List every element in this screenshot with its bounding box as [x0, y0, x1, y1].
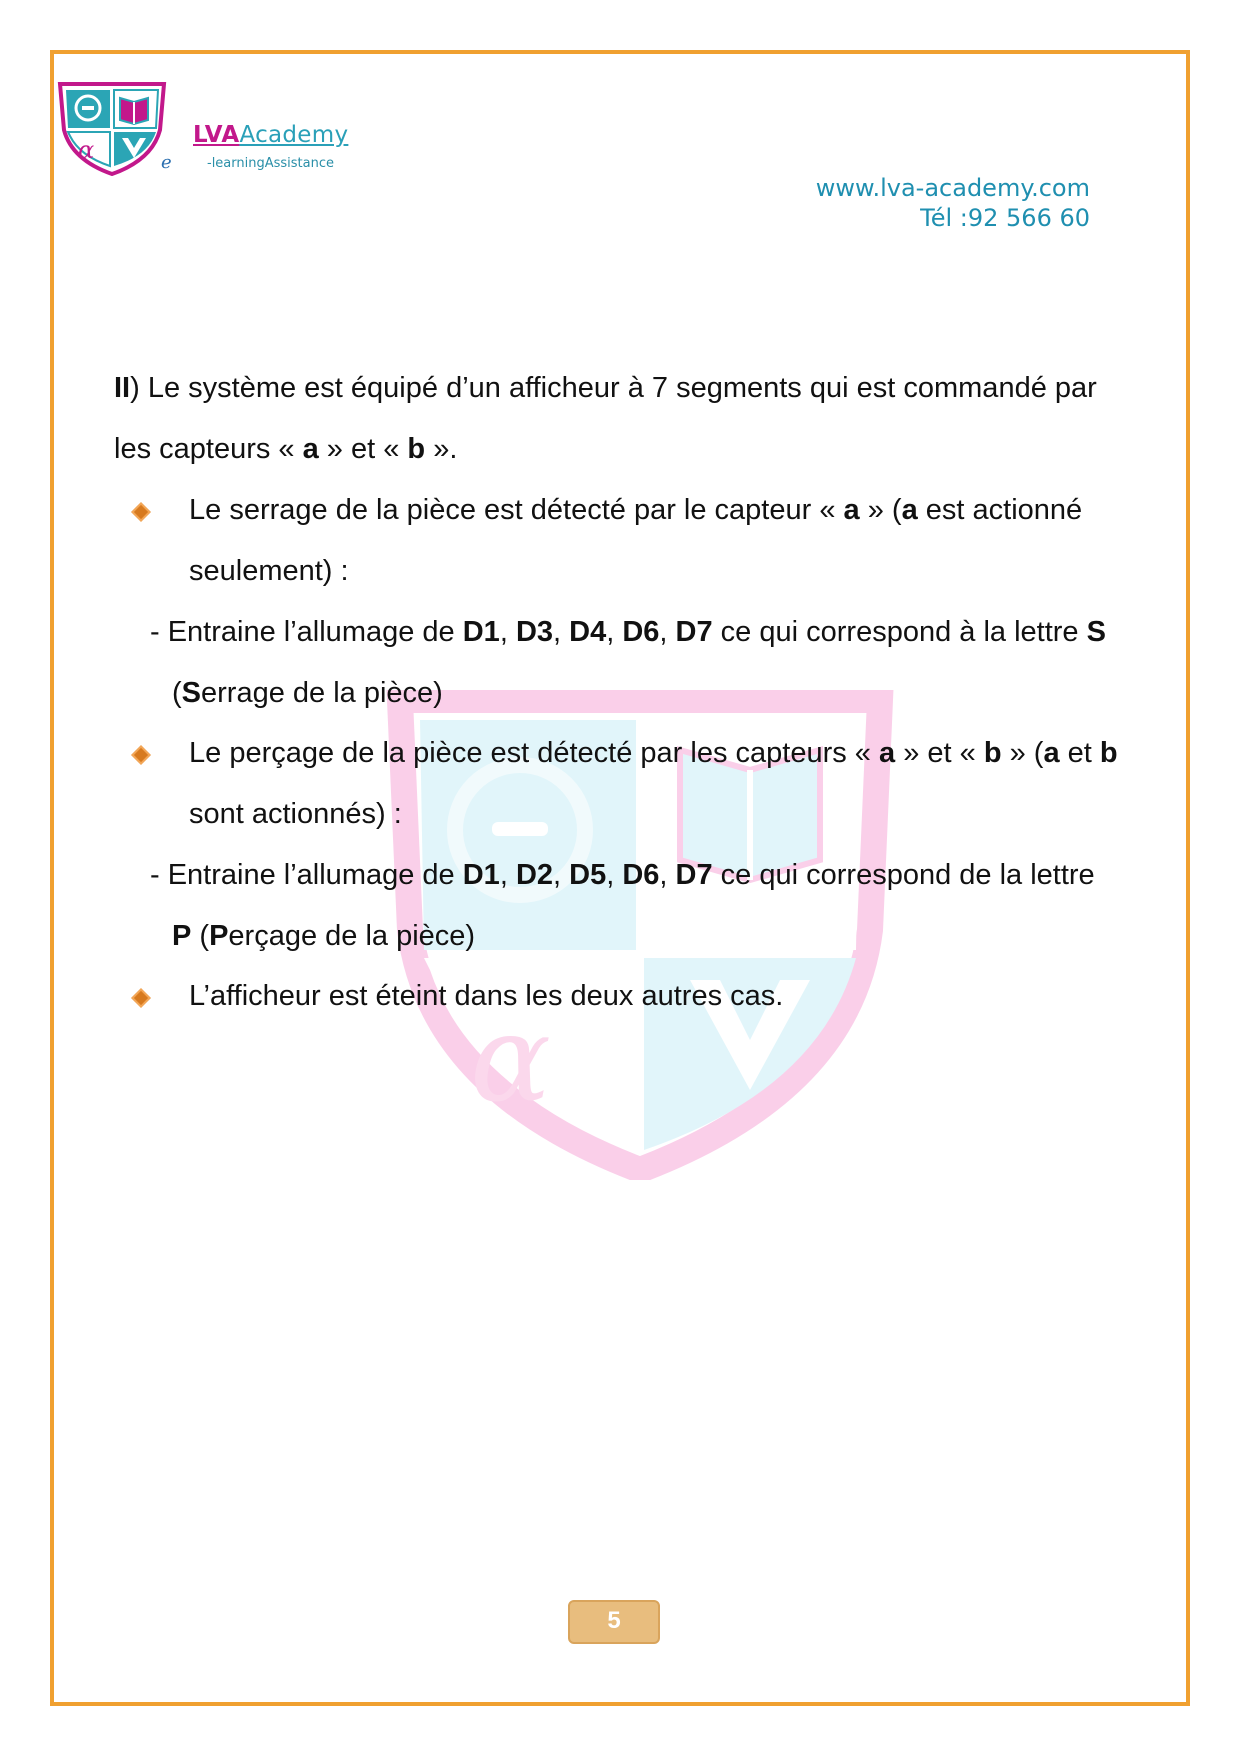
dash-2-line-1: [150, 859, 1095, 892]
b2-sensor-b: b: [983, 737, 1002, 769]
contact-block: [816, 173, 1090, 233]
website-link[interactable]: www.lva-academy.com: [815, 174, 1090, 202]
phone-number: Tél :92 566 60: [920, 204, 1090, 232]
comma: ,: [659, 859, 676, 891]
d1-text-a: - Entraine l’allumage de: [150, 616, 463, 648]
segment-label: D5: [569, 859, 607, 891]
brand-academy: Academy: [239, 122, 349, 148]
dash-1-line-2: [172, 677, 443, 710]
segment-label: D3: [515, 616, 554, 648]
d2-text-a: - Entraine l’allumage de: [150, 859, 463, 891]
d1-text-c: errage de la pièce): [201, 677, 443, 709]
intro-text-1: ) Le système est équipé d’un afficheur à 7 segments qui est commandé par: [130, 372, 1097, 404]
b1-sensor-a: a: [843, 494, 860, 526]
d1-initial-s: S: [181, 677, 202, 709]
brand-lva: LVA: [193, 122, 240, 148]
b2-text-c: » (: [1001, 737, 1044, 769]
b1-text-b: » (: [859, 494, 902, 526]
segment-label: D7: [675, 616, 713, 648]
segment-label: D2: [515, 859, 554, 891]
bullet-1-line-1: [189, 494, 1082, 527]
d2-text-c: erçage de la pièce): [228, 920, 476, 952]
segment-label: D7: [675, 859, 713, 891]
d1-text-b: ce qui correspond à la lettre: [712, 616, 1087, 648]
comma: ,: [499, 859, 516, 891]
dash-1-line-1: [150, 616, 1106, 649]
brand-e-letter: e: [161, 152, 172, 173]
page-number: 5: [568, 1600, 660, 1644]
bullet-1-line-2: seulement) :: [189, 555, 349, 587]
intro-text-2c: ».: [425, 433, 458, 465]
intro-line-2: [114, 433, 457, 466]
d2-text-b: ce qui correspond de la lettre: [712, 859, 1095, 891]
bullet-2-line-2: sont actionnés) :: [189, 798, 402, 830]
segment-label: D4: [569, 616, 607, 648]
comma: ,: [659, 616, 676, 648]
svg-text:α: α: [78, 136, 95, 164]
comma: ,: [553, 859, 570, 891]
bullet-2-line-1: [189, 737, 1118, 770]
intro-line-1: [114, 372, 1097, 405]
letter-s: S: [1086, 616, 1106, 648]
b1-text-c: est actionné: [917, 494, 1083, 526]
b2-sensor-b2: b: [1099, 737, 1118, 769]
brand-name: [193, 122, 348, 148]
lva-academy-logo: [56, 78, 168, 176]
sensor-b: b: [407, 433, 426, 465]
intro-text-2a: les capteurs «: [114, 433, 303, 465]
b2-text-d: et: [1059, 737, 1100, 769]
d1-paren: (: [172, 677, 182, 709]
brand-tagline: -learningAssistance: [207, 156, 334, 171]
intro-text-2b: » et «: [318, 433, 408, 465]
segment-label: D6: [622, 616, 660, 648]
b2-sensor-a2: a: [1043, 737, 1060, 769]
letter-p: P: [172, 920, 192, 952]
dash-2-line-2: [172, 920, 475, 953]
b2-text-a: Le perçage de la pièce est détecté par les capteurs «: [189, 737, 879, 769]
b1-sensor-a2: a: [901, 494, 918, 526]
bullet-3-line: L’afficheur est éteint dans les deux autres cas.: [189, 980, 784, 1012]
svg-text:α: α: [470, 990, 552, 1129]
segment-label: D1: [462, 859, 500, 891]
segment-label: D6: [622, 859, 660, 891]
comma: ,: [553, 616, 570, 648]
b1-text-a: Le serrage de la pièce est détecté par le capteur «: [189, 494, 844, 526]
comma: ,: [499, 616, 516, 648]
b2-sensor-a: a: [879, 737, 896, 769]
b2-text-b: » et «: [895, 737, 984, 769]
comma: ,: [606, 616, 623, 648]
comma: ,: [606, 859, 623, 891]
sensor-a: a: [302, 433, 319, 465]
d2-paren: (: [191, 920, 210, 952]
section-number: II: [114, 372, 131, 404]
d2-initial-p: P: [209, 920, 229, 952]
segment-label: D1: [462, 616, 500, 648]
